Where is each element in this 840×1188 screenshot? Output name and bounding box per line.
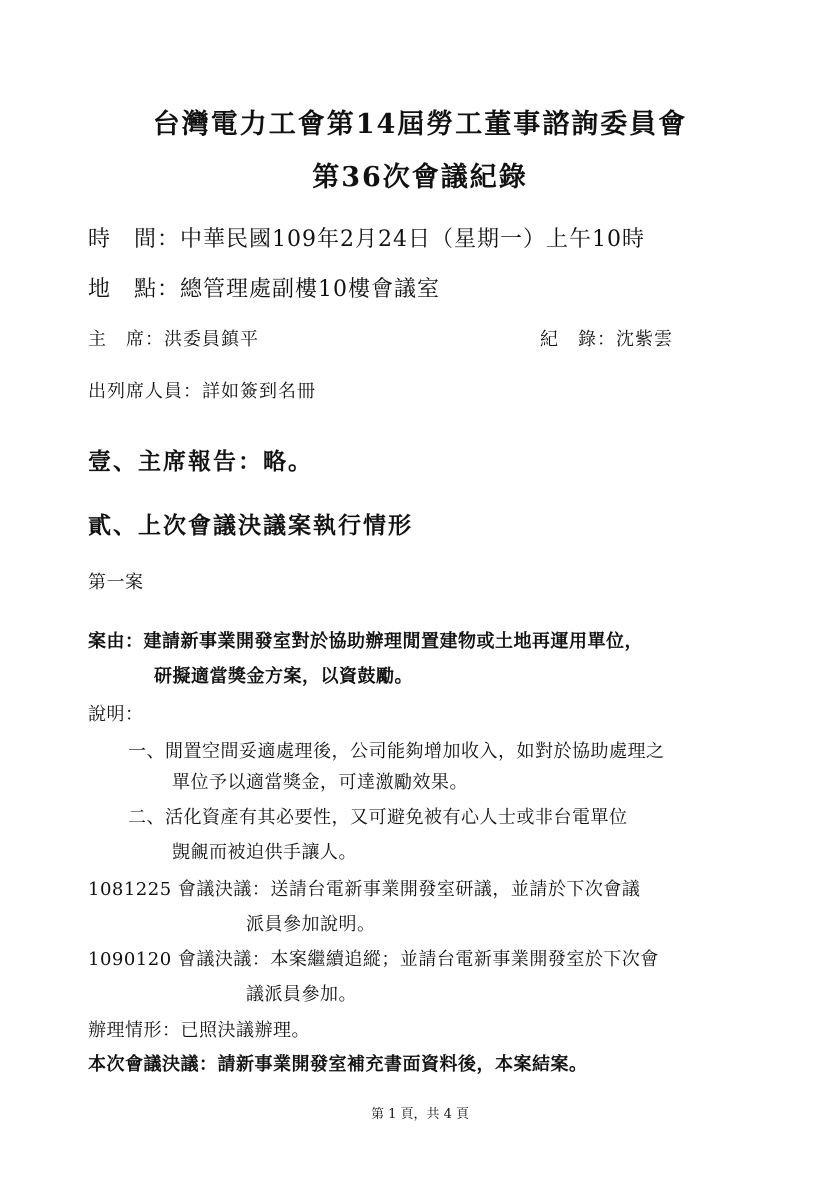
meeting-time: 時 間：中華民國109年2月24日（星期一）上午10時 — [88, 227, 645, 252]
section-chair-report: 壹、主席報告：略。 — [88, 448, 313, 475]
meeting-recorder: 紀 錄：沈紫雲 — [540, 329, 673, 350]
case-label: 第一案 — [88, 572, 144, 593]
meeting-place: 地 點：總管理處副樓10樓會議室 — [88, 277, 440, 302]
explanation-item1-line2: 單位予以適當獎金，可達激勵效果。 — [172, 772, 468, 793]
resolution-1081225-line2: 派員參加說明。 — [246, 914, 376, 935]
current-resolution: 本次會議決議：請新事業開發室補充書面資料後，本案結案。 — [88, 1054, 588, 1075]
case-reason-line2: 研擬適當獎金方案，以資鼓勵。 — [154, 666, 413, 687]
meeting-attendees: 出列席人員：詳如簽到名冊 — [88, 381, 316, 402]
explanation-item2-line2: 覬覦而被迫供手讓人。 — [172, 842, 357, 863]
section-previous-resolutions: 貳、上次會議決議案執行情形 — [88, 512, 413, 539]
page-title-line1: 台灣電力工會第14屆勞工董事諮詢委員會 — [152, 109, 688, 140]
resolution-1081225-line1: 1081225 會議決議：送請台電新事業開發室研議，並請於下次會議 — [88, 879, 641, 900]
explanation-label: 說明： — [88, 704, 144, 725]
case-reason-line1: 案由：建請新事業開發室對於協助辦理閒置建物或土地再運用單位， — [88, 631, 643, 652]
resolution-1090120-line1: 1090120 會議決議：本案繼續追縱；並請台電新事業開發室於下次會 — [88, 949, 659, 970]
meeting-chair: 主 席：洪委員鎮平 — [88, 329, 259, 350]
resolution-1090120-line2: 議派員參加。 — [246, 984, 357, 1005]
page-title-line2: 第36次會議紀錄 — [312, 162, 528, 193]
handling-status: 辦理情形：已照決議辦理。 — [88, 1020, 310, 1041]
page-number: 第 1 頁，共 4 頁 — [370, 1107, 470, 1122]
explanation-item2-line1: 二、活化資產有其必要性，又可避免被有心人士或非台電單位 — [128, 807, 628, 828]
explanation-item1-line1: 一、閒置空間妥適處理後，公司能夠增加收入，如對於協助處理之 — [128, 741, 665, 762]
